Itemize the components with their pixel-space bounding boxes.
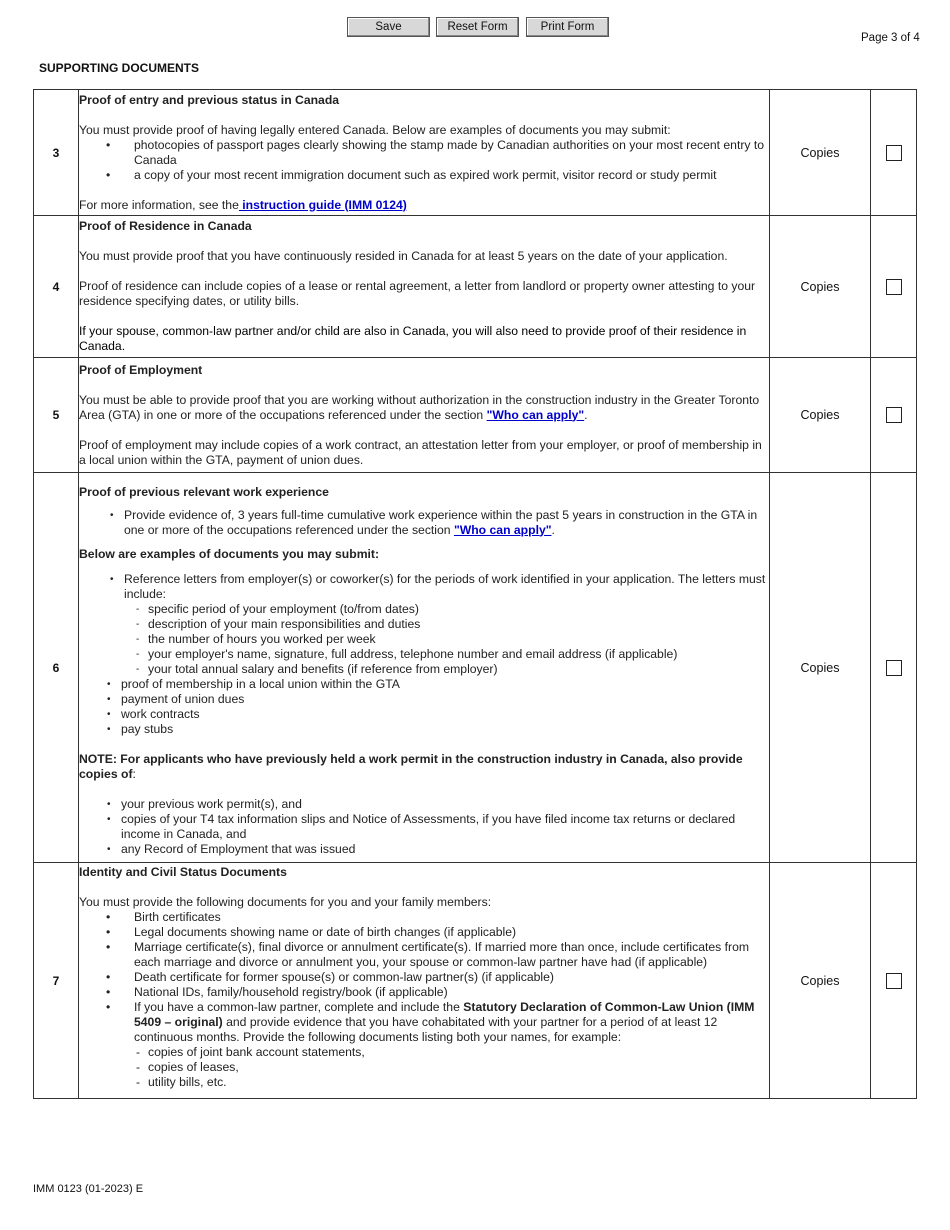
row-number: 5 — [34, 358, 79, 473]
list-item: - copies of joint bank account statements, — [148, 1045, 769, 1060]
reset-form-button[interactable]: Reset Form — [436, 17, 519, 37]
row-description — [79, 863, 770, 1099]
row-text — [79, 393, 769, 423]
more-info-text — [79, 198, 769, 213]
text-span: . — [584, 407, 588, 422]
list-item — [134, 1000, 769, 1090]
checkbox-row-4[interactable] — [886, 279, 902, 295]
row-title: Identity and Civil Status Documents — [79, 865, 287, 879]
list-item: - your total annual salary and benefits (if reference from employer) — [148, 662, 769, 677]
row-text: If your spouse, common-law partner and/or child are also in Canada, you will also need to provide proof of their residence in Canada. — [79, 324, 747, 353]
list-item: • work contracts — [121, 707, 769, 722]
list-item: • proof of membership in a local union within the GTA — [121, 677, 769, 692]
row-description — [79, 358, 770, 473]
who-can-apply-link[interactable]: "Who can apply" — [453, 522, 552, 537]
bullet-list — [79, 138, 769, 183]
copies-label: Copies — [770, 90, 871, 216]
copies-label: Copies — [770, 358, 871, 473]
list-item: • payment of union dues — [121, 692, 769, 707]
list-item: • copies of your T4 tax information slips and Notice of Assessments, if you have filed income tax returns or declared income in Canada, and — [121, 812, 769, 842]
list-item: - your employer's name, signature, full address, telephone number and email address (if applicable) — [148, 647, 769, 662]
bullet-list — [79, 797, 769, 857]
page-number: Page 3 of 4 — [861, 32, 920, 44]
table-row — [34, 216, 917, 358]
save-button[interactable]: Save — [347, 17, 430, 37]
bullet-list — [79, 572, 769, 677]
examples-heading: Below are examples of documents you may submit: — [79, 546, 380, 561]
print-form-button[interactable]: Print Form — [526, 17, 609, 37]
row-description — [79, 216, 770, 358]
row-text: You must provide the following documents for you and your family members: — [79, 895, 492, 909]
row-text: Proof of employment may include copies of a work contract, an attestation letter from your employer, or proof of membership in a local union within the GTA, payment of union dues. — [79, 437, 762, 467]
list-item: • photocopies of passport pages clearly showing the stamp made by Canadian authorities on your most recent entry to Canada — [134, 138, 769, 168]
bullet-list — [79, 508, 769, 538]
text-span: and provide evidence that you have cohabitated with your partner for a period of at least 12 continuous months. Provide the following documents listing both your names, for example: — [134, 1015, 718, 1044]
copies-label: Copies — [770, 216, 871, 358]
copies-label: Copies — [770, 473, 871, 863]
row-title: Proof of previous relevant work experience — [79, 484, 329, 499]
dash-list — [124, 602, 769, 677]
text-span: If you have a common-law partner, complete and include the — [134, 1000, 464, 1014]
checkbox-cell — [871, 358, 917, 473]
list-item: • Death certificate for former spouse(s) or common-law partner(s) (if applicable) — [134, 970, 769, 985]
text-span: . — [551, 522, 555, 537]
bullet-list — [79, 910, 769, 1090]
list-item: - the number of hours you worked per week — [148, 632, 769, 647]
list-item: - utility bills, etc. — [148, 1075, 769, 1090]
checkbox-row-7[interactable] — [886, 973, 902, 989]
table-row — [34, 473, 917, 863]
dash-list — [134, 1045, 769, 1090]
row-title: Proof of entry and previous status in Canada — [79, 92, 340, 107]
text-span: Reference letters from employer(s) or coworker(s) for the periods of work identified in your application. The letters must include: — [124, 571, 766, 601]
form-footer-code: IMM 0123 (01-2023) E — [33, 1183, 144, 1195]
list-item: • pay stubs — [121, 722, 769, 737]
list-item: - description of your main responsibilities and duties — [148, 617, 769, 632]
list-item: • Marriage certificate(s), final divorce or annulment certificate(s). If married more than once, include certificates from each marriage and divorce or annulment you, your spouse or common-law partner have had (if applicable) — [134, 940, 769, 970]
text-span: You must be able to provide proof that you are working without authorization in the construction industry in the Greater Toronto Area (GTA) in one or more of the occupations referenced under the section — [79, 392, 760, 422]
statutory-declaration-text: Statutory Declaration of Common-Law Union (IMM 5409 – original) — [134, 1000, 755, 1029]
row-text: You must provide proof of having legally entered Canada. Below are examples of documents you may submit: — [79, 122, 671, 137]
row-title: Proof of Residence in Canada — [79, 219, 252, 233]
row-number: 3 — [34, 90, 79, 216]
table-row — [34, 358, 917, 473]
list-item: - specific period of your employment (to/from dates) — [148, 602, 769, 617]
row-title: Proof of Employment — [79, 362, 203, 377]
checkbox-cell — [871, 216, 917, 358]
section-title: SUPPORTING DOCUMENTS — [39, 61, 200, 75]
note-text — [79, 752, 769, 782]
row-text: You must provide proof that you have continuously resided in Canada for at least 5 years on the date of your application. — [79, 249, 728, 263]
list-item: • a copy of your most recent immigration document such as expired work permit, visitor record or study permit — [134, 168, 769, 183]
row-description — [79, 90, 770, 216]
list-item: • Legal documents showing name or date of birth changes (if applicable) — [134, 925, 769, 940]
table-row — [34, 863, 917, 1099]
copies-label: Copies — [770, 863, 871, 1099]
text-span: : — [132, 766, 136, 781]
row-number: 6 — [34, 473, 79, 863]
list-item: - copies of leases, — [148, 1060, 769, 1075]
list-item: • National IDs, family/household registry/book (if applicable) — [134, 985, 769, 1000]
checkbox-row-6[interactable] — [886, 660, 902, 676]
list-item: • your previous work permit(s), and — [121, 797, 769, 812]
row-text: Proof of residence can include copies of a lease or rental agreement, a letter from landlord or property owner attesting to your residence specifying dates, or utility bills. — [79, 279, 756, 308]
instruction-guide-link[interactable]: instruction guide (IMM 0124) — [238, 197, 407, 212]
table-row — [34, 90, 917, 216]
row-number: 7 — [34, 863, 79, 1099]
row-number: 4 — [34, 216, 79, 358]
who-can-apply-link[interactable]: "Who can apply" — [486, 407, 585, 422]
list-item — [124, 508, 769, 538]
list-item: • any Record of Employment that was issued — [121, 842, 769, 857]
supporting-documents-table — [33, 89, 917, 1099]
checkbox-row-3[interactable] — [886, 145, 902, 161]
bullet-list — [79, 677, 769, 737]
list-item — [124, 572, 769, 677]
checkbox-cell — [871, 863, 917, 1099]
checkbox-cell — [871, 90, 917, 216]
list-item: • Birth certificates — [134, 910, 769, 925]
note-bold: NOTE: For applicants who have previously held a work permit in the construction industry in Canada, also provide copies of — [79, 751, 743, 781]
more-info-prefix: For more information, see the — [79, 197, 239, 212]
row-description — [79, 473, 770, 863]
checkbox-row-5[interactable] — [886, 407, 902, 423]
checkbox-cell — [871, 473, 917, 863]
text-span: Provide evidence of, 3 years full-time cumulative work experience within the past 5 years in construction in the GTA in one or more of the occupations referenced under the section — [124, 507, 758, 537]
